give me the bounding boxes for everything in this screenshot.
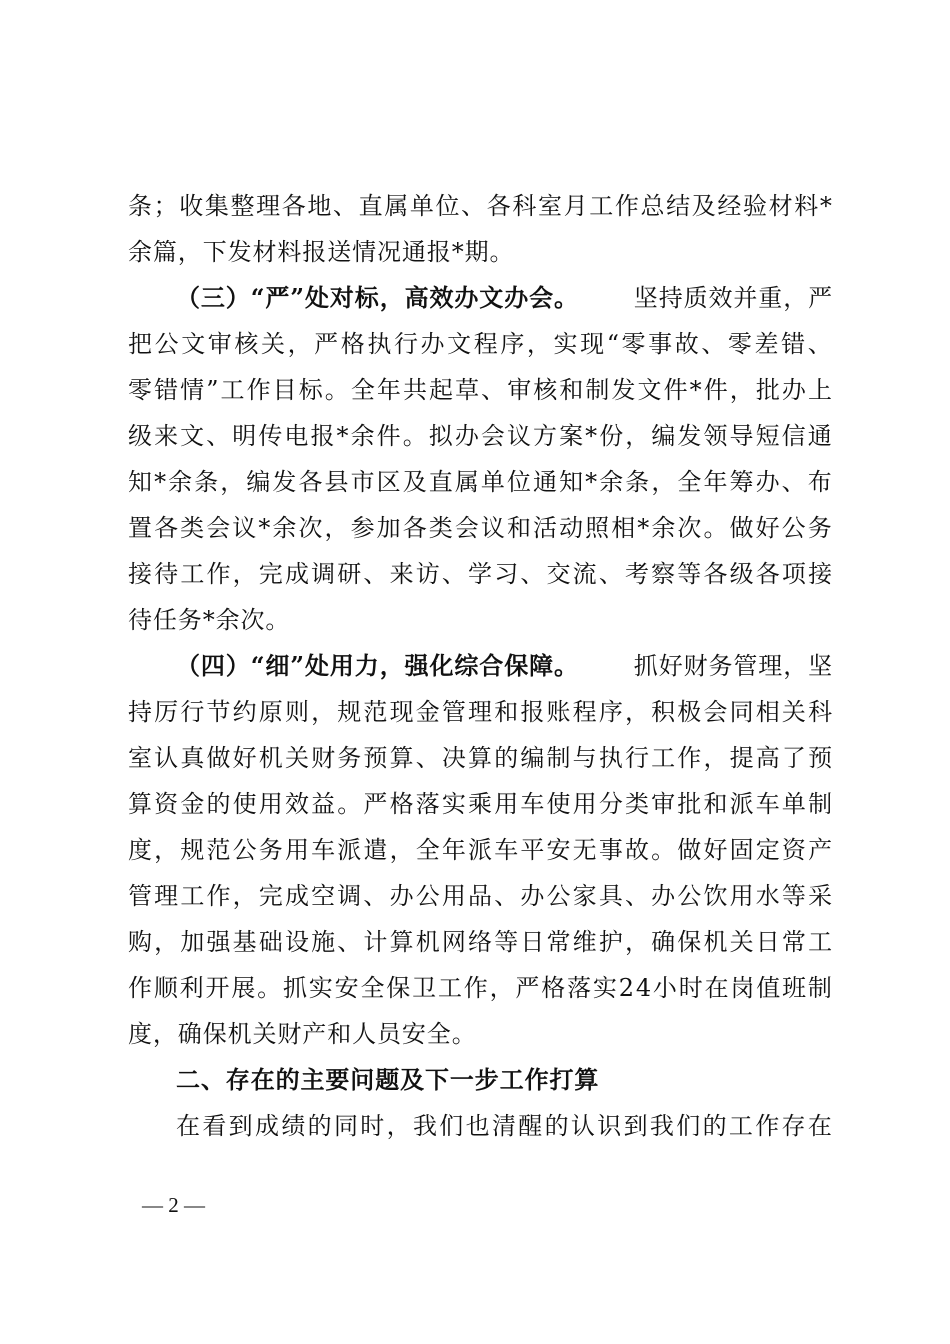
subsection-three-text: 坚持质效并重，严 [633,284,833,312]
section-heading-problems: 二、存在的主要问题及下一步工作打算 [176,1065,600,1094]
body-line: 在 看 到 成 绩 的 同 时 ， 我 们 也 清 醒 的 认 识 到 我 们 的 工 作 存 在 [176,1112,833,1140]
body-line: 零 错 情 ” 工 作 目 标 。 全 年 共 起 草 、 审 核 和 制 发 文 件 * 件 ， 批 办 上 [128,376,833,404]
body-line: 管 理 工 作 ， 完 成 空 调 、 办 公 用 品 、 办 公 家 具 、 办 公 饮 用 水 等 采 [128,882,833,910]
body-line: 度，确保机关财产和人员安全。 [128,1020,477,1048]
body-line: 级 来 文 、 明 传 电 报 * 余 件 。 拟 办 会 议 方 案 * 份 ， 编 发 领 导 短 信 通 [128,422,833,450]
body-line: 室 认 真 做 好 机 关 财 务 预 算 、 决 算 的 编 制 与 执 行 工 作 ， 提 高 了 预 [128,744,833,772]
subsection-four-text: 抓好财务管理，坚 [633,652,833,680]
body-line: 把 公 文 审 核 关 ， 严 格 执 行 办 文 程 序 ， 实 现 “ 零 事 故 、 零 差 错 、 [128,330,833,358]
page-number: — 2 — [142,1193,205,1217]
body-line: 知 * 余 条 ， 编 发 各 县 市 区 及 直 属 单 位 通 知 * 余 条 ， 全 年 筹 办 、 布 [128,468,833,496]
body-line: 余篇，下发材料报送情况通报*期。 [128,238,515,266]
subsection-three-heading: （三）“严”处对标，高效办文办会。 [176,283,579,312]
body-line: 接 待 工 作 ， 完 成 调 研 、 来 访 、 学 习 、 交 流 、 考 察 等 各 级 各 项 接 [128,560,833,588]
body-line: 置 各 类 会 议 * 余 次 ， 参 加 各 类 会 议 和 活 动 照 相 * 余 次 。 做 好 公 务 [128,514,833,542]
body-line: 待任务*余次。 [128,606,291,634]
body-line: 持 厉 行 节 约 原 则 ， 规 范 现 金 管 理 和 报 账 程 序 ， 积 极 会 同 相 关 科 [128,698,833,726]
subsection-four-line [176,643,833,689]
body-line: 作 顺 利 开 展 。 抓 实 安 全 保 卫 工 作 ， 严 格 落 实 2 4 小 时 在 岗 值 班 制 [128,974,833,1002]
subsection-three-line [176,275,833,321]
body-line: 算 资 金 的 使 用 效 益 。 严 格 落 实 乘 用 车 使 用 分 类 审 批 和 派 车 单 制 [128,790,833,818]
body-line: 度 ， 规 范 公 务 用 车 派 遣 ， 全 年 派 车 平 安 无 事 故 。 做 好 固 定 资 产 [128,836,833,864]
subsection-four-heading: （四）“细”处用力，强化综合保障。 [176,651,579,680]
body-line: 购 ， 加 强 基 础 设 施 、 计 算 机 网 络 等 日 常 维 护 ， 确 保 机 关 日 常 工 [128,928,833,956]
body-line: 条 ； 收 集 整 理 各 地 、 直 属 单 位 、 各 科 室 月 工 作 总 结 及 经 验 材 料 * [128,192,833,220]
